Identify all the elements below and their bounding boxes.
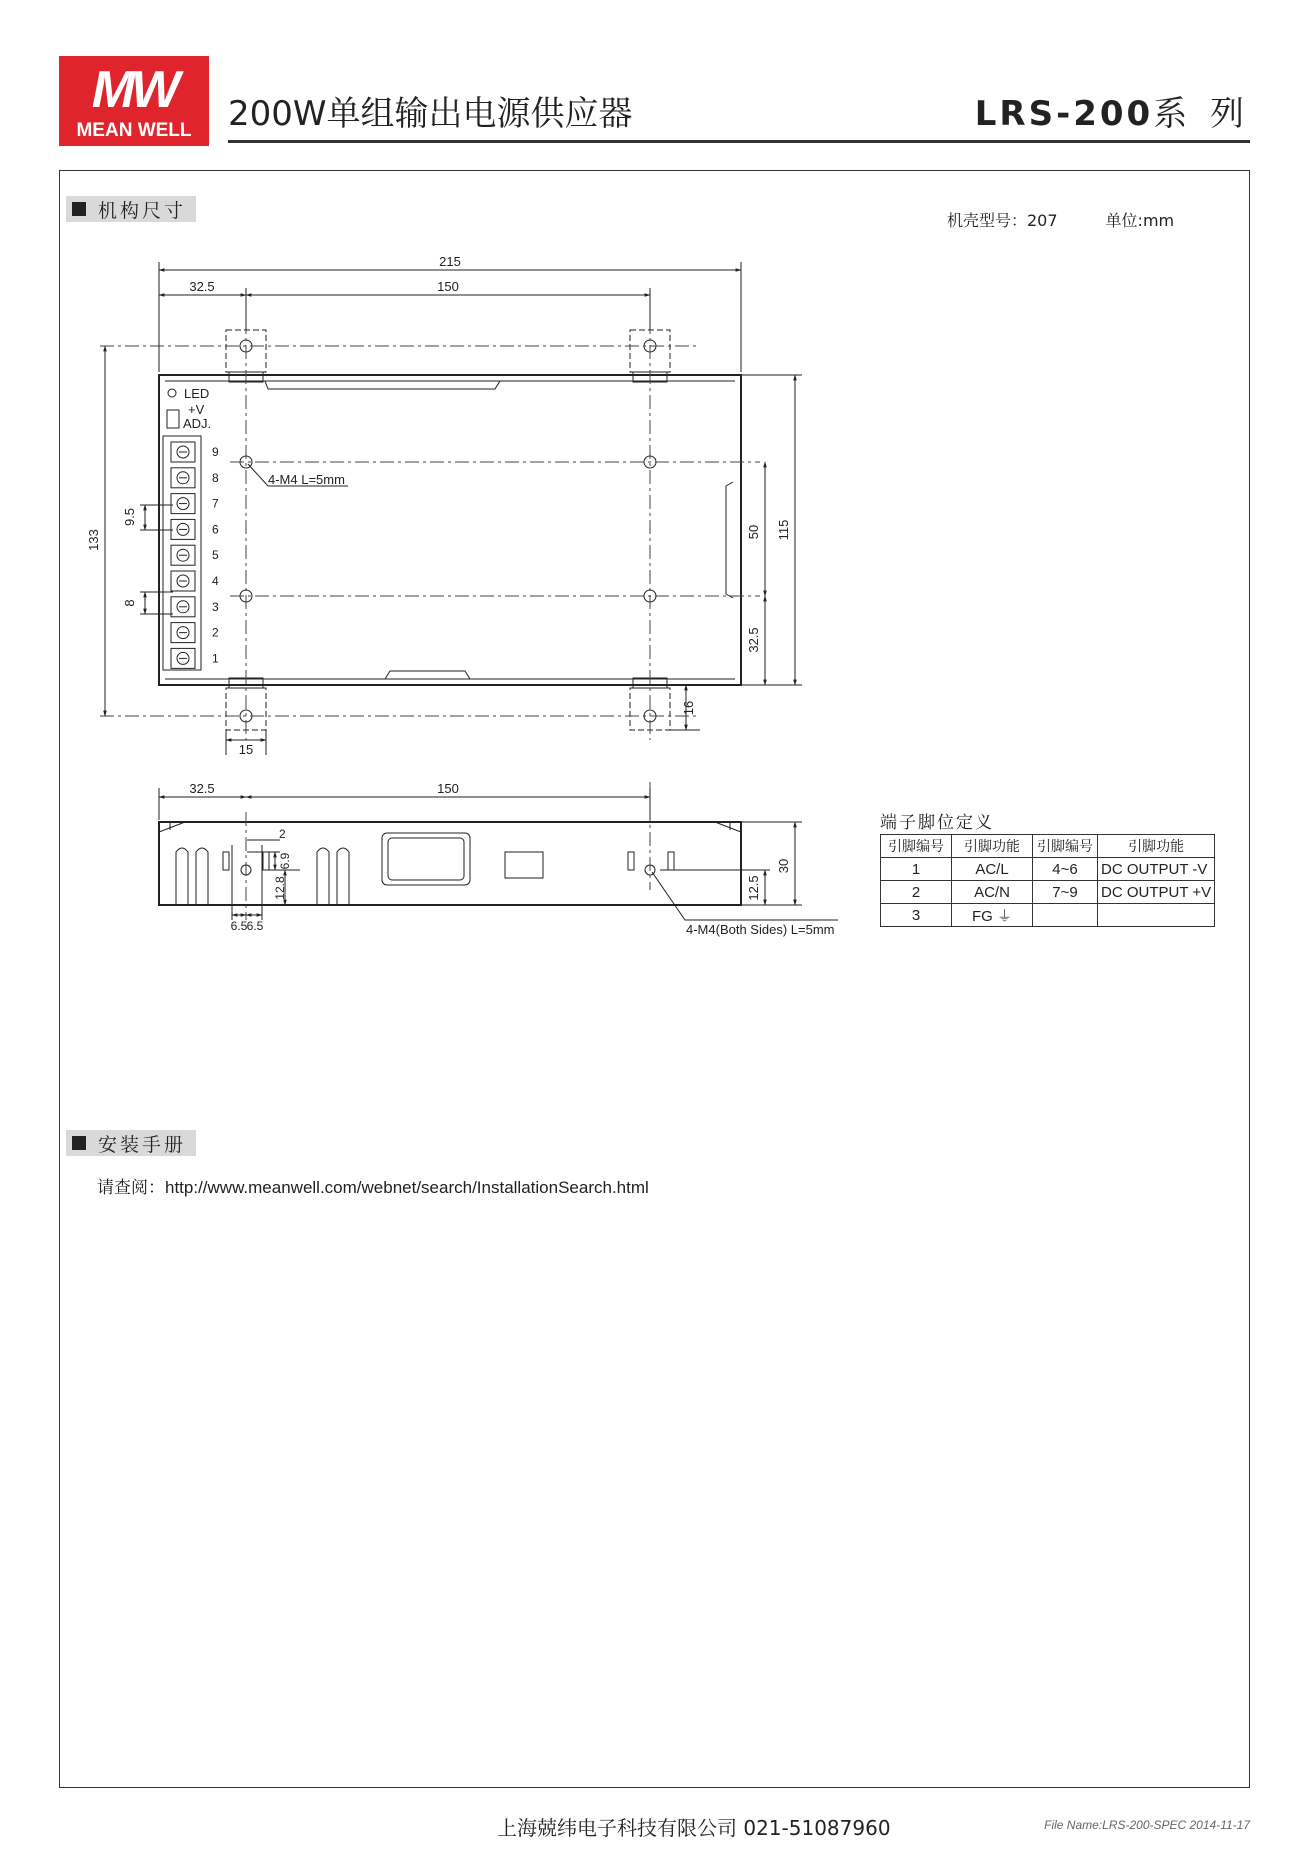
adj-label-2: ADJ.	[183, 416, 212, 431]
pin-cell: 3	[881, 904, 952, 927]
document-title: 200W单组输出电源供应器	[228, 94, 633, 134]
function-cell: AC/L	[952, 858, 1033, 881]
dim-terminal-width: 8	[122, 599, 137, 607]
table-header-row	[881, 835, 1215, 858]
screw-label: 4-M4 L=5mm	[268, 472, 345, 487]
terminal-number: 9	[212, 445, 219, 459]
header-function-2: 引脚功能	[1098, 835, 1215, 858]
unit-label: 单位:mm	[1105, 211, 1175, 230]
case-number: 机壳型号：207	[947, 211, 1058, 230]
pin-cell	[1033, 904, 1098, 927]
side-dim-6-5-a: 6.5	[230, 919, 248, 933]
led-label: LED	[184, 386, 210, 401]
series-suffix: 系 列	[1153, 94, 1250, 134]
dim-height-inner: 115	[776, 519, 791, 541]
table-row	[881, 858, 1215, 881]
pin-table-title: 端子脚位定义	[880, 813, 994, 833]
side-dim-hole-pitch: 150	[437, 781, 459, 796]
section-title: 安装手册	[98, 1133, 187, 1156]
pin-cell: 4~6	[1033, 858, 1098, 881]
terminal-number: 2	[212, 625, 219, 640]
side-dim-offset: 32.5	[189, 781, 215, 796]
section-installation-manual	[66, 1130, 196, 1156]
side-dim-6-9: 6.9	[278, 852, 292, 870]
pin-cell: 7~9	[1033, 881, 1098, 904]
terminal-number: 4	[212, 574, 219, 588]
function-cell: DC OUTPUT -V	[1098, 858, 1215, 881]
series-model: LRS-200	[974, 94, 1154, 134]
logo-letters: MW	[91, 61, 177, 119]
pin-cell: 1	[881, 858, 952, 881]
side-dim-6-5-b: 6.5	[246, 919, 264, 933]
logo-text: MEAN WELL	[76, 120, 192, 141]
header-function-1: 引脚功能	[952, 835, 1033, 858]
dim-hole-pitch: 150	[437, 279, 459, 294]
side-dim-hole-height: 12.5	[746, 875, 761, 901]
terminal-number: 7	[212, 496, 219, 511]
dim-height-total: 133	[86, 529, 101, 551]
side-screw-label: 4-M4(Both Sides) L=5mm	[686, 922, 835, 937]
footer-company: 上海兢纬电子科技有限公司 021-51087960	[497, 1816, 891, 1840]
pin-definition-table	[880, 834, 1215, 927]
table-row	[881, 881, 1215, 904]
section-title: 机构尺寸	[98, 199, 187, 222]
dim-offset: 32.5	[189, 279, 215, 294]
dim-terminal-pitch: 9.5	[122, 507, 137, 527]
terminal-number: 5	[212, 548, 219, 563]
side-dim-12-8: 12.8	[273, 876, 287, 900]
terminal-number: 3	[212, 599, 219, 614]
header-pin-no-1: 引脚编号	[881, 835, 952, 858]
adj-label-1: +V	[188, 402, 205, 417]
bullet-square-icon	[72, 1136, 86, 1150]
footer-file-name: File Name:LRS-200-SPEC 2014-11-17	[1044, 1818, 1250, 1832]
function-cell: FG ⏚	[952, 904, 1033, 927]
side-dim-height: 30	[776, 858, 791, 874]
dim-offset-v: 32.5	[746, 627, 761, 653]
side-dim-2: 2	[279, 827, 286, 841]
installation-link[interactable]: 请查阅：http://www.meanwell.com/webnet/search/InstallationSearch.html	[97, 1178, 649, 1197]
table-row	[881, 904, 1215, 927]
pin-cell: 2	[881, 881, 952, 904]
function-cell	[1098, 904, 1215, 927]
function-cell: DC OUTPUT +V	[1098, 881, 1215, 904]
dim-tab-width: 15	[238, 742, 254, 757]
terminal-number: 1	[212, 651, 219, 666]
function-cell: AC/N	[952, 881, 1033, 904]
header-pin-no-2: 引脚编号	[1033, 835, 1098, 858]
terminal-number: 8	[212, 470, 219, 485]
dim-tab: 16	[681, 700, 696, 716]
terminal-number: 6	[212, 522, 219, 537]
dim-hole-spacing-v: 50	[746, 524, 761, 540]
dim-width-total: 215	[439, 254, 461, 269]
